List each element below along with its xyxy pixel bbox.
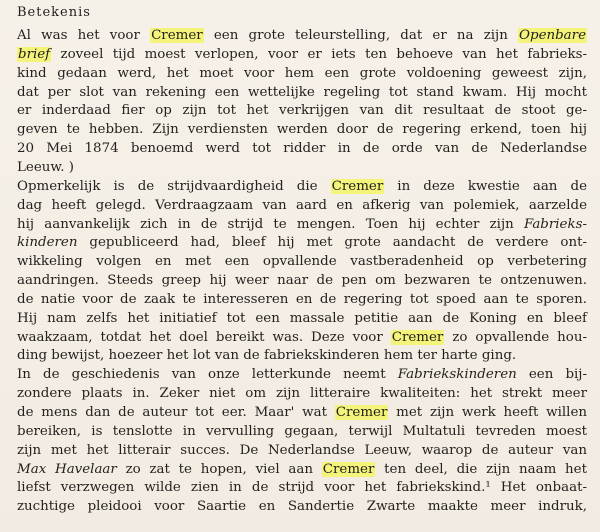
text-run: er inderdaad fier op zijn tot het verkrijgen van dit resultaat de stoot ge- [17, 103, 587, 119]
text-run: een grote teleurstelling, dat er na zijn [203, 28, 519, 43]
highlighted-term: Cremer [335, 405, 388, 420]
text-run: dag heeft gelegd. Verdraagzaam van aard en afkerig van polemiek, aarzelde [17, 197, 587, 213]
text-run: de natie voor de zaak te interesseren en de regering tot spoed aan te sporen. [17, 291, 587, 307]
text-line [17, 46, 587, 63]
section-heading: Betekenis [17, 5, 91, 20]
text-line [17, 27, 587, 44]
text-line [17, 404, 587, 421]
text-line [17, 329, 587, 346]
highlighted-term: Cremer [331, 178, 384, 194]
text-run: bereiken, is tenslotte in vervulling gegaan, terwijl Multatuli tevreden moest [17, 423, 587, 439]
text-line [17, 498, 587, 515]
text-run: In de geschiedenis van onze letterkunde neemt [17, 367, 398, 383]
text-line [17, 253, 587, 270]
text-line [17, 347, 587, 364]
highlighted-term: Cremer [322, 461, 375, 477]
text-run: Opmerkelijk is de strijdvaardigheid die [17, 178, 331, 194]
text-run: zoveel tijd moest verlopen, voor er iets ten behoeve van het fabrieks- [51, 46, 587, 62]
text-run: gepubliceerd had, bleef hij met grote aandacht de verdere ont- [77, 235, 587, 251]
text-run: ding bewijst, hoezeer het lot van de fabriekskinderen hem ter harte ging. [17, 348, 517, 364]
text-run: zo zat te hopen, viel aan [116, 461, 322, 477]
text-line [17, 310, 587, 327]
text-line [17, 84, 587, 101]
text-line [17, 140, 587, 157]
highlighted-term: Cremer [391, 329, 444, 345]
text-line [17, 216, 587, 233]
italic-text: kinderen [17, 235, 78, 251]
italic-text: Max Havelaar [17, 461, 117, 477]
text-line [17, 291, 587, 308]
text-line [17, 366, 587, 383]
text-line [17, 159, 587, 176]
text-run: zo opvallende hou- [444, 329, 588, 345]
text-run: Leeuw. ) [17, 159, 74, 175]
text-run: met zijn werk heeft willen [388, 405, 587, 420]
text-run: zijn met het litterair succes. De Nederlandse Leeuw, waarop de auteur van [17, 442, 587, 458]
text-line [17, 479, 587, 496]
text-line [17, 65, 587, 82]
text-line [17, 234, 587, 251]
text-run: de mens dan de auteur tot eer. Maar' wat [17, 405, 335, 420]
text-run: Hij nam zelfs het initiatief tot een massale petitie aan de Koning en bleef [17, 310, 587, 326]
text-run: wikkeling volgen en met een opvallende vastberadenheid op verbetering [17, 254, 587, 270]
text-run: dat per slot van rekening een wettelijke regeling tot stand kwam. Hij mocht [17, 84, 587, 100]
text-line [17, 385, 587, 402]
text-line [17, 442, 587, 459]
text-run: in deze kwestie aan de [384, 178, 587, 194]
text-line [17, 102, 587, 119]
text-run: ten deel, die zijn naam het [375, 461, 587, 477]
italic-text: Fabriekskinderen [397, 367, 517, 383]
text-run: kind gedaan werd, het moet voor hem een grote voldoening geweest zijn, [17, 65, 587, 81]
highlighted-term: Openbare [519, 28, 586, 43]
text-run: 20 Mei 1874 benoemd werd tot ridder in de orde van de Nederlandse [17, 141, 587, 157]
text-line [17, 178, 587, 195]
text-run: zuchtige pleidooi voor Saartie en Sandertie Zwarte maakte meer indruk, [17, 499, 587, 515]
highlighted-term: Cremer [151, 28, 203, 43]
text-run: zondere plaats in. Zeker niet om zijn litteraire kwaliteiten: het strekt meer [17, 386, 587, 402]
text-line [17, 197, 587, 214]
text-line [17, 272, 587, 289]
text-line [17, 423, 587, 440]
italic-text: Fabrieks- [523, 216, 587, 232]
text-run: waakzaam, totdat het doel bereikt was. Deze voor [17, 329, 391, 345]
text-run: een bij- [516, 367, 587, 383]
text-line [17, 121, 587, 138]
text-run: aandringen. Steeds greep hij weer naar de pen om bezwaren te ontzenuwen. [17, 273, 587, 289]
highlighted-term: brief [18, 46, 51, 62]
text-run: hij aanvankelijk zich in de strijd te mengen. Toen hij echter zijn [17, 216, 524, 232]
text-line [17, 461, 587, 478]
text-run: geven te hebben. Zijn verdiensten werden door de regering erkend, toen hij [17, 122, 587, 138]
text-run: Al was het voor [17, 28, 151, 43]
text-run: liefst verzwegen wilde zien in de strijd voor het fabriekskind.¹ Het onbaat- [17, 480, 587, 496]
